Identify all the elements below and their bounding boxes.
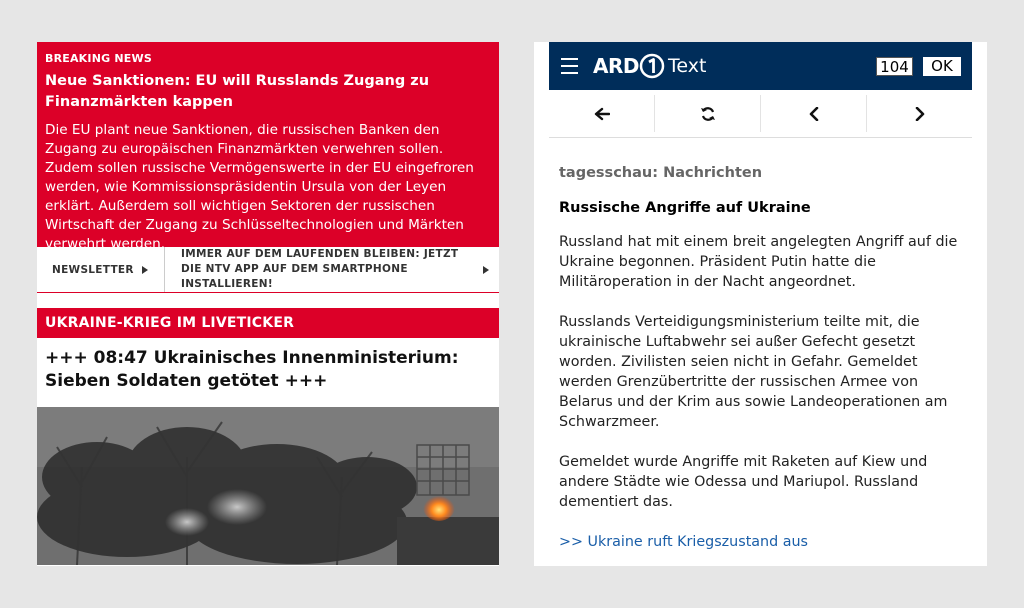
news-photo[interactable]	[37, 407, 499, 565]
play-triangle-icon	[142, 266, 148, 274]
section-title: tagesschau: Nachrichten	[559, 165, 763, 181]
ntv-panel	[37, 42, 499, 566]
newsletter-label: NEWSLETTER	[52, 263, 134, 276]
page-number-input[interactable]: 104	[876, 57, 913, 76]
ard-text-logo[interactable]	[593, 52, 706, 80]
previous-page-button[interactable]	[761, 95, 867, 132]
article-paragraph: Gemeldet wurde Angriffe mit Raketen auf Kiew und andere Städte wie Odessa und Mariupol. Russland dementiert das.	[559, 454, 928, 510]
ard-header-bar	[549, 42, 972, 90]
breaking-news-box[interactable]	[37, 42, 499, 252]
ard-text-panel	[534, 42, 987, 566]
app-promo-label: IMMER AUF DEM LAUFENDEN BLEIBEN: JETZT DIE NTV APP AUF DEM SMARTPHONE INSTALLIEREN!	[181, 248, 459, 290]
logo-brand: ARD	[593, 54, 639, 78]
reload-button[interactable]	[655, 95, 761, 132]
logo-suffix: Text	[667, 55, 707, 77]
article-paragraph: Russland hat mit einem breit angelegten Angriff auf die Ukraine begonnen. Präsident Putin hatte die Militäroperation in der Nacht angeordnet.	[559, 234, 958, 290]
smoke-scene-image	[37, 407, 499, 565]
newsletter-link[interactable]	[37, 247, 165, 292]
breaking-body: Die EU plant neue Sanktionen, die russischen Banken den Zugang zu europäischen Finanzmärkten verwehren sollen. Zudem sollen russische Vermögenswerte in der EU eingefroren werden, wie Kommissionspräsidentin Ursula von der Leyen erklärt. Außerdem soll wichtigen Sektoren der russischen Wirtschaft der Zugang zu Schlüsseltechnologien und Märkten verwehrt werden.	[45, 122, 474, 252]
back-arrow-icon	[594, 107, 610, 121]
spacer	[37, 293, 499, 308]
liveticker-title[interactable]: +++ 08:47 Ukrainisches Innenministerium: Sieben Soldaten getötet +++	[45, 348, 459, 391]
article-title: Russische Angriffe auf Ukraine	[559, 200, 811, 216]
promo-row	[37, 247, 499, 293]
related-article-link[interactable]: >> Ukraine ruft Kriegszustand aus	[559, 534, 809, 550]
play-triangle-icon	[483, 266, 489, 274]
back-button[interactable]	[549, 95, 655, 132]
reload-icon	[700, 106, 716, 122]
next-page-button[interactable]	[867, 95, 972, 132]
liveticker-heading[interactable]: UKRAINE-KRIEG IM LIVETICKER	[37, 308, 499, 338]
article-paragraph: Russlands Verteidigungsministerium teilte mit, die ukrainische Luftabwehr sei außer Gefecht gesetzt worden. Zivilisten seien nicht in Gefahr. Gemeldet werden Grenzübertritte der russischen Armee von Belarus und der Krim aus sowie Landeoperationen am Schwarzmeer.	[559, 314, 948, 430]
menu-icon[interactable]	[561, 58, 578, 74]
ok-button[interactable]: OK	[923, 57, 961, 76]
chevron-left-icon	[809, 107, 819, 121]
breaking-kicker: BREAKING NEWS	[45, 52, 152, 65]
chevron-right-icon	[915, 107, 925, 121]
ard-one-icon	[639, 53, 665, 79]
breaking-headline[interactable]: Neue Sanktionen: EU will Russlands Zugang zu Finanzmärkten kappen	[45, 73, 430, 110]
app-promo-link[interactable]	[165, 247, 499, 292]
page-navigation	[549, 90, 972, 138]
teletext-content	[549, 138, 972, 566]
